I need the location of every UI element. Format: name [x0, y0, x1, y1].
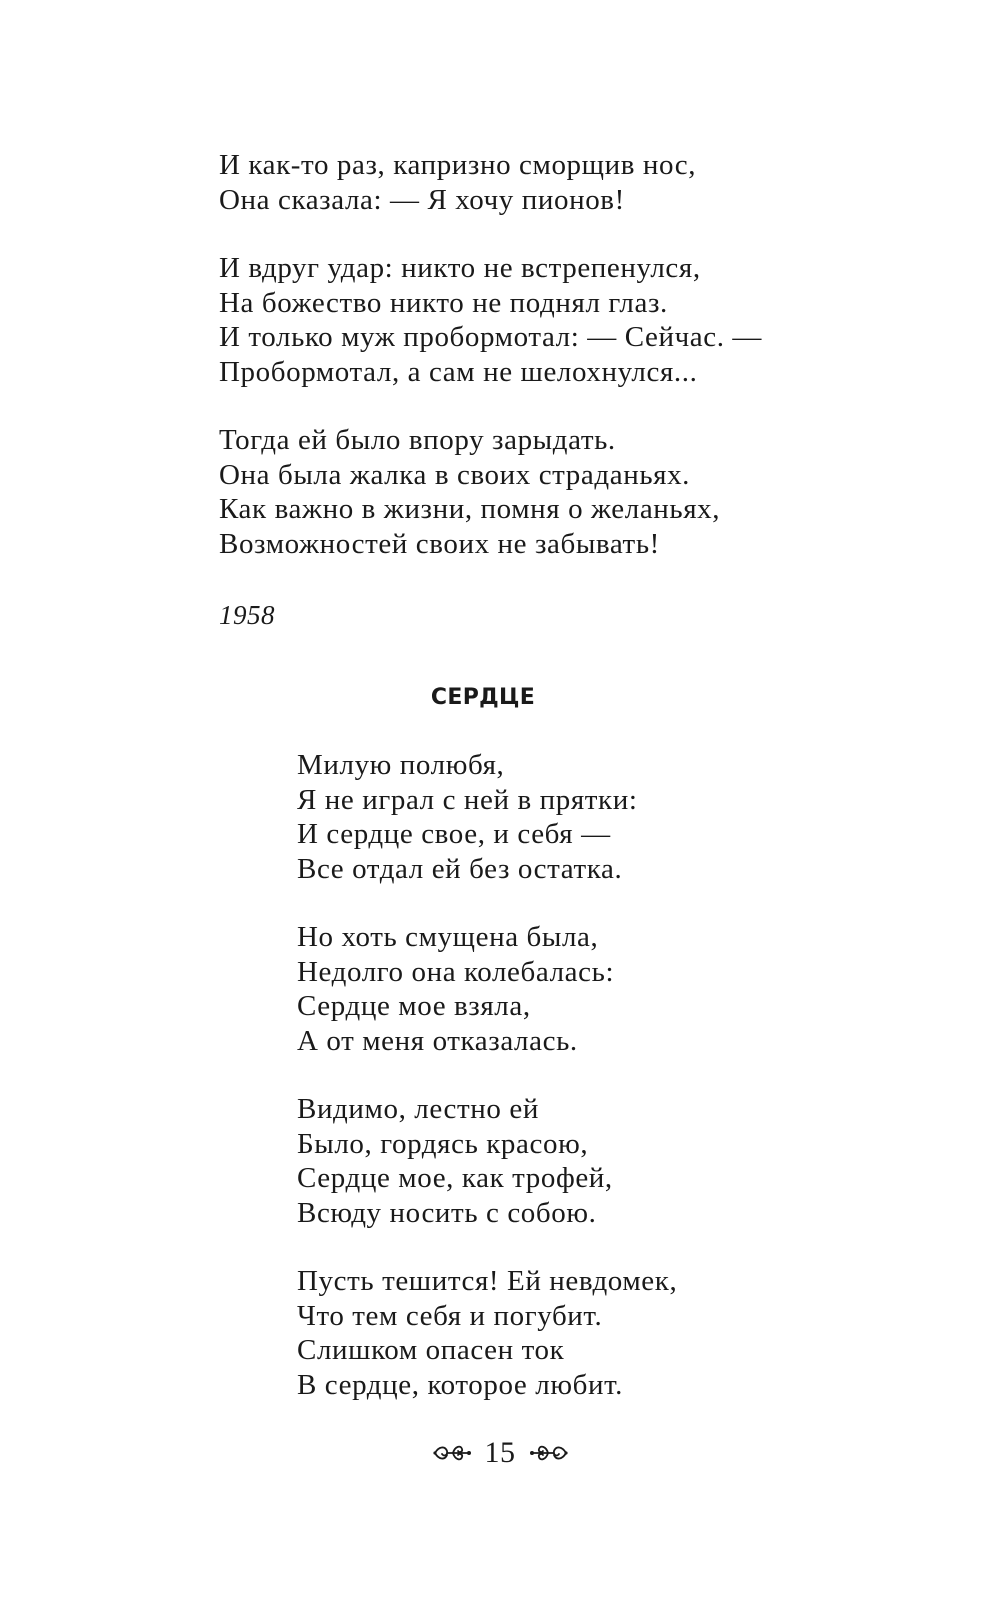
poem-line: И как-то раз, капризно сморщив нос, — [219, 149, 697, 181]
page-number: 15 — [484, 1436, 516, 1469]
flourish-ornament-icon — [431, 1440, 473, 1466]
poem-line: Что тем себя и погубит. — [297, 1299, 603, 1332]
poem-line: Недолго она колебалась: — [297, 955, 615, 988]
stanza — [219, 148, 762, 217]
poem-line: Я не играл с ней в прятки: — [297, 783, 638, 816]
poem-line: Пробормотал, а сам не шелохнулся... — [219, 355, 698, 388]
poem-line: Тогда ей было впору зарыдать. — [219, 424, 616, 456]
poem-line: Все отдал ей без остатка. — [297, 852, 623, 885]
poem-line: Всюду носить с собою. — [297, 1196, 597, 1229]
poem-line: И вдруг удар: никто не встрепенулся, — [219, 252, 701, 284]
stanza — [297, 920, 677, 1058]
poem-second — [297, 748, 677, 1402]
page-footer — [0, 1436, 1000, 1470]
poem-line: Милую полюбя, — [297, 749, 505, 781]
poem-line: Пусть тешится! Ей невдомек, — [297, 1265, 678, 1297]
poem-line: Она сказала: — Я хочу пионов! — [219, 183, 625, 216]
poem-date: 1958 — [219, 600, 275, 630]
poem-line: Она была жалка в своих страданьях. — [219, 458, 691, 491]
poem-line: Сердце мое взяла, — [297, 990, 531, 1022]
stanza — [297, 1264, 677, 1402]
poem-line: В сердце, которое любит. — [297, 1368, 624, 1401]
poem-line: А от меня отказалась. — [297, 1024, 578, 1057]
stanza — [297, 1092, 677, 1230]
stanza — [219, 423, 762, 561]
flourish-ornament-icon — [528, 1440, 570, 1466]
poem-line: Возможностей своих не забывать! — [219, 527, 660, 560]
poem-line: И только муж пробормотал: — Сейчас. — — [219, 321, 763, 353]
poem-line: И сердце свое, и себя — — [297, 818, 611, 850]
poem-line: Сердце мое, как трофей, — [297, 1162, 613, 1194]
stanza — [219, 251, 762, 389]
poem-first — [219, 148, 762, 561]
poem-line: Как важно в жизни, помня о желаньях, — [219, 493, 721, 525]
poem-title: СЕРДЦЕ — [430, 685, 536, 710]
poem-line: Но хоть смущена была, — [297, 921, 599, 953]
poem-line: Видимо, лестно ей — [297, 1093, 539, 1125]
stanza — [297, 748, 677, 886]
poem-line: Было, гордясь красою, — [297, 1127, 589, 1160]
poem-line: На божество никто не поднял глаз. — [219, 286, 668, 319]
poem-line: Слишком опасен ток — [297, 1334, 565, 1366]
